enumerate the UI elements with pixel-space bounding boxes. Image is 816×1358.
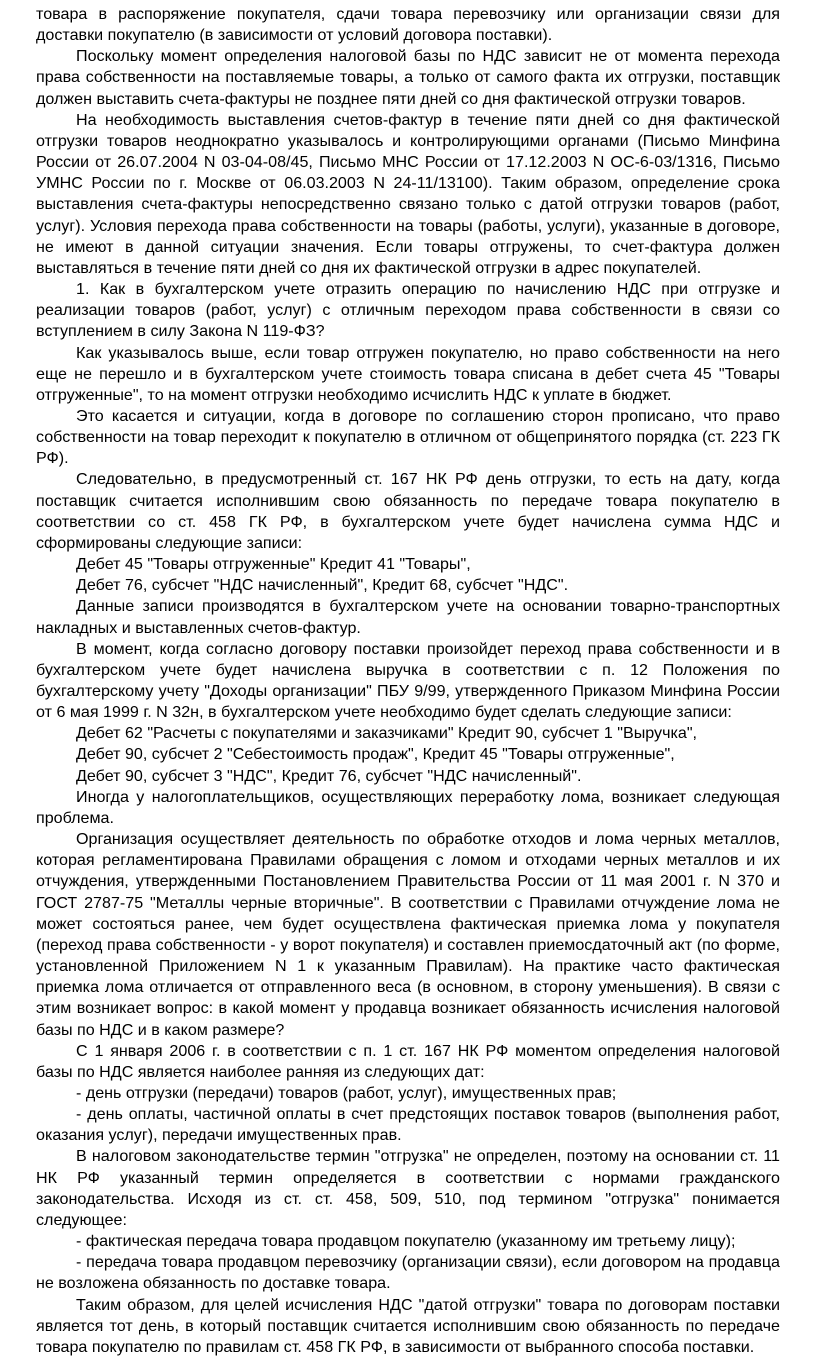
paragraph: Это касается и ситуации, когда в договоре по соглашению сторон прописано, что право собственности на товар переходит к покупателю в отличном от общепринятого порядка (ст. 223 ГК РФ). (36, 406, 780, 468)
paragraph: Дебет 90, субсчет 2 "Себестоимость продаж", Кредит 45 "Товары отгруженные", (76, 745, 675, 764)
paragraph: С 1 января 2006 г. в соответствии с п. 1 ст. 167 НК РФ моментом определения налоговой базы по НДС является наиболее ранняя из следующих дат: (36, 1041, 780, 1081)
paragraph: - день отгрузки (передачи) товаров (работ, услуг), имущественных прав; (76, 1083, 617, 1102)
paragraph: Дебет 45 "Товары отгруженные" Кредит 41 "Товары", (76, 555, 471, 574)
paragraph: Следовательно, в предусмотренный ст. 167 НК РФ день отгрузки, то есть на дату, когда поставщик считается исполнившим свою обязанность по передаче товара покупателю в соответствии со ст. 458 ГК РФ, в бухгалтерском учете будет начислена сумма НДС и сформированы следующие записи: (36, 470, 780, 552)
paragraph: - день оплаты, частичной оплаты в счет предстоящих поставок товаров (выполнения работ, оказания услуг), передачи имущественных прав. (36, 1105, 780, 1145)
paragraph: Иногда у налогоплательщиков, осуществляющих переработку лома, возникает следующая проблема. (36, 787, 780, 827)
paragraph: - передача товара продавцом перевозчику (организации связи), если договором на продавца не возложена обязанность по доставке товара. (36, 1253, 780, 1293)
paragraph: товара в распоряжение покупателя, сдачи товара перевозчику или организации связи для доставки покупателю (в зависимости от условий договора поставки). (36, 5, 780, 45)
paragraph: Дебет 76, субсчет "НДС начисленный", Кредит 68, субсчет "НДС". (76, 576, 569, 595)
paragraph: Дебет 62 "Расчеты с покупателями и заказчиками" Кредит 90, субсчет 1 "Выручка", (76, 724, 698, 743)
paragraph: Поскольку момент определения налоговой базы по НДС зависит не от момента перехода права собственности на поставляемые товары, а только от самого факта их отгрузки, поставщик должен выставить счета-фактуры не позднее пяти дней со дня фактической отгрузки товаров. (36, 47, 780, 108)
paragraph: В момент, когда согласно договору поставки произойдет переход права собственности и в бухгалтерском учете будет начислена выручка в соответствии с п. 12 Положения по бухгалтерскому учету "Доходы организации" ПБУ 9/99, утвержденного Приказом Минфина России от 6 мая 1999 г. N 32н, в бухгалтерском учете необходимо будет сделать следующие записи: (36, 639, 780, 722)
paragraph: Данные записи производятся в бухгалтерском учете на основании товарно-транспортных накладных и выставленных счетов-фактур. (36, 597, 780, 637)
paragraph: Организация осуществляет деятельность по обработке отходов и лома черных металлов, которая регламентирована Правилами обращения с ломом и отходами черных металлов и их отчуждения, утвержденными Постановлением Правительства России от 11 мая 2001 г. N 370 и ГОСТ 2787-75 "Металлы черные вторичные". В соответствии с Правилами отчуждение лома не может состояться ранее, чем будет осуществлена фактическая приемка лома у покупателя (переход права собственности - у ворот покупателя) и составлен приемосдаточный акт (по форме, установленной Приложением N 1 к указанным Правилам). На практике часто фактическая приемка лома отличается от отправленного веса (в основном, в сторону уменьшения). В связи с этим возникает вопрос: в какой момент у продавца возникает обязанность исчисления налоговой базы по НДС и в каком размере? (36, 830, 780, 1039)
paragraph: 1. Как в бухгалтерском учете отразить операцию по начислению НДС при отгрузке и реализации товаров (работ, услуг) с отличным переходом права собственности в связи со вступлением в силу Закона N 119-ФЗ? (36, 280, 780, 341)
paragraph: На необходимость выставления счетов-фактур в течение пяти дней со дня фактической отгрузки товаров неоднократно указывалось и контролирующими органами (Письмо Минфина России от 26.07.2004 N 03-04-08/45, Письмо МНС России от 17.12.2003 N ОС-6-03/1316, Письмо УМНС России по г. Москве от 06.03.2003 N 24-11/13100). Таким образом, определение срока выставления счета-фактуры непосредственно связано только с датой отгрузки товаров (работ, услуг). Условия перехода права собственности на товары (работы, услуги), указанные в договоре, не имеют в данной ситуации значения. Если товары отгружены, то счет-фактура должен выставляться в течение пяти дней со дня их фактической отгрузки в адрес покупателей. (36, 110, 780, 277)
document-body (36, 4, 780, 1358)
paragraph: - фактическая передача товара продавцом покупателю (указанному им третьему лицу); (76, 1232, 736, 1251)
paragraph: Дебет 90, субсчет 3 "НДС", Кредит 76, субсчет "НДС начисленный". (76, 766, 582, 785)
paragraph: Как указывалось выше, если товар отгружен покупателю, но право собственности на него еще не перешло и в бухгалтерском учете стоимость товара списана в дебет счета 45 "Товары отгруженные", то на момент отгрузки необходимо исчислить НДС к уплате в бюджет. (36, 343, 780, 404)
paragraph: В налоговом законодательстве термин "отгрузка" не определен, поэтому на основании ст. 11 НК РФ указанный термин определяется в соответствии с нормами гражданского законодательства. Исходя из ст. ст. 458, 509, 510, под термином "отгрузка" понимается следующее: (36, 1147, 780, 1229)
paragraph: Таким образом, для целей исчисления НДС "датой отгрузки" товара по договорам поставки является тот день, в который поставщик считается исполнившим свою обязанность по передаче товара покупателю по правилам ст. 458 ГК РФ, в зависимости от выбранного способа поставки. (36, 1295, 780, 1356)
